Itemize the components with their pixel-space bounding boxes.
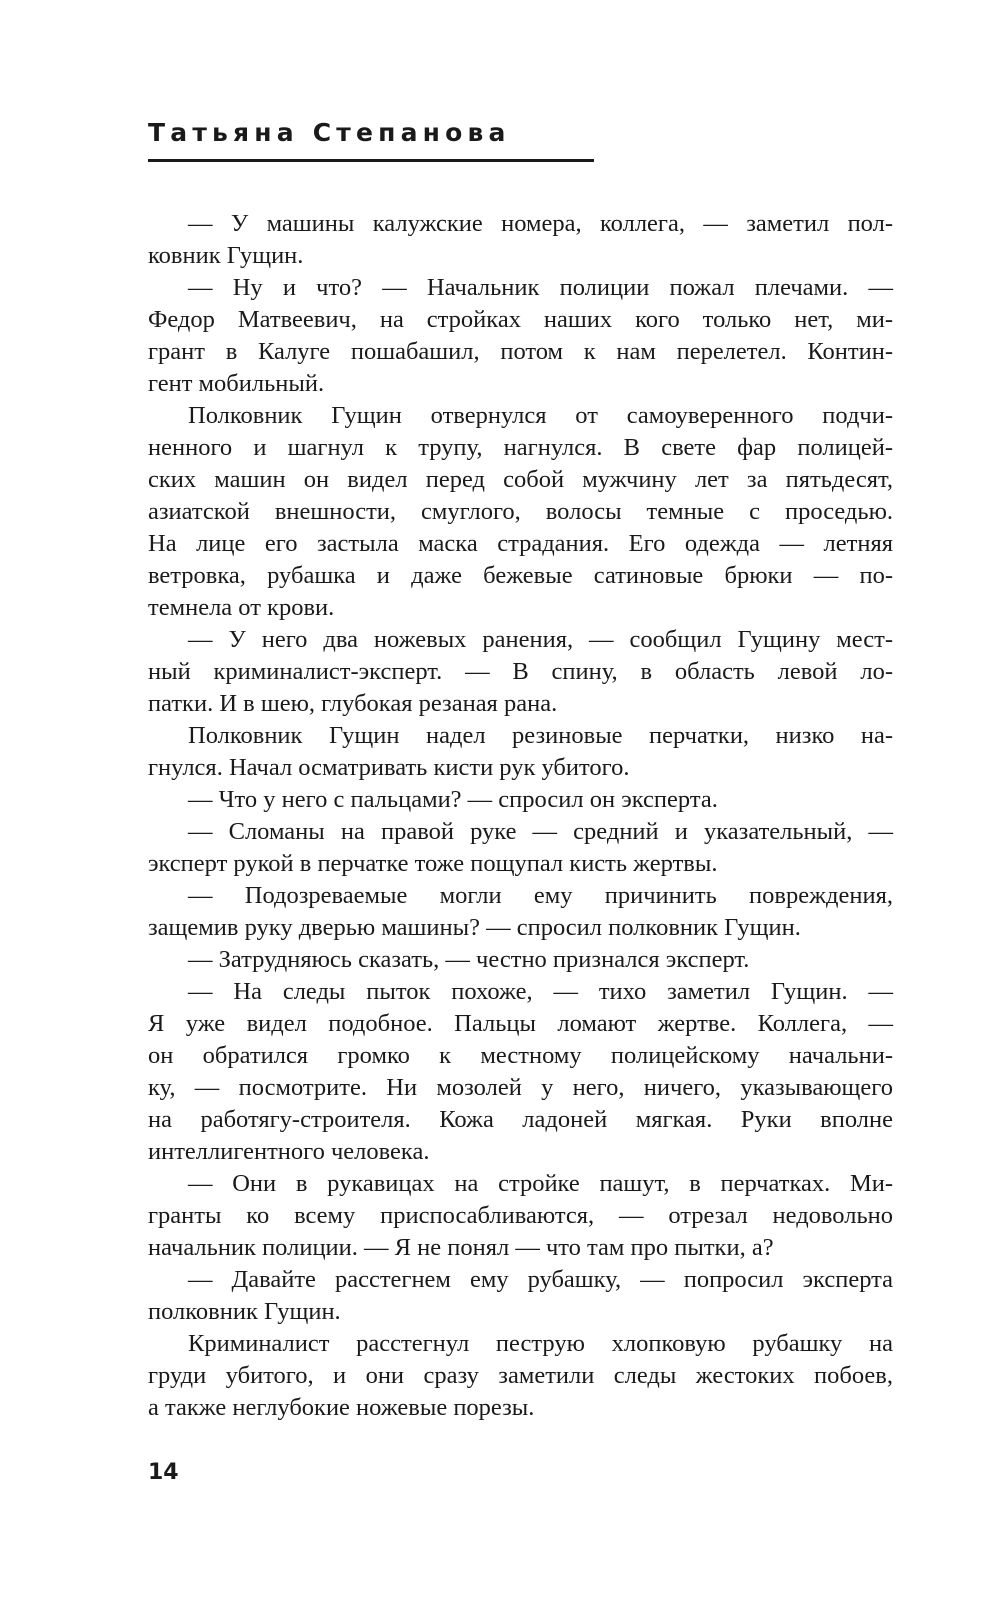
text-line: груди убитого, и они сразу заметили следы жестоких побоев, xyxy=(148,1362,893,1389)
text-line: эксперт рукой в перчатке тоже пощупал кисть жертвы. xyxy=(148,850,718,877)
text-line: — На следы пыток похоже, — тихо заметил Гущин. — xyxy=(188,978,893,1005)
text-line: интеллигентного человека. xyxy=(148,1138,430,1165)
text-line: ный криминалист-эксперт. — В спину, в область левой ло- xyxy=(148,658,893,685)
text-line: патки. И в шею, глубокая резаная рана. xyxy=(148,690,558,717)
text-line: гнулся. Начал осматривать кисти рук убитого. xyxy=(148,754,630,781)
text-line: ветровка, рубашка и даже бежевые сатиновые брюки — по- xyxy=(148,562,893,589)
text-line: — Ну и что? — Начальник полиции пожал плечами. — xyxy=(188,274,893,301)
text-line: азиатской внешности, смуглого, волосы темные с проседью. xyxy=(148,498,893,525)
text-line: Криминалист расстегнул пеструю хлопковую рубашку на xyxy=(188,1330,893,1357)
text-line: он обратился громко к местному полицейскому начальни- xyxy=(148,1042,893,1069)
running-head-author: Татьяна Степанова xyxy=(148,118,511,147)
text-line: ковник Гущин. xyxy=(148,242,304,269)
text-line: темнела от крови. xyxy=(148,594,335,621)
text-line: на работягу-строителя. Кожа ладоней мягкая. Руки вполне xyxy=(148,1106,893,1133)
text-line: — У машины калужские номера, коллега, — заметил пол- xyxy=(188,210,893,237)
text-line: ненного и шагнул к трупу, нагнулся. В свете фар полицей- xyxy=(148,434,893,461)
text-line: — У него два ножевых ранения, — сообщил Гущину мест- xyxy=(188,626,893,653)
text-line: — Они в рукавицах на стройке пашут, в перчатках. Ми- xyxy=(188,1170,893,1197)
text-line: защемив руку дверью машины? — спросил полковник Гущин. xyxy=(148,914,801,941)
text-line: — Сломаны на правой руке — средний и указательный, — xyxy=(188,818,893,845)
text-line: — Подозреваемые могли ему причинить повреждения, xyxy=(188,882,893,909)
page-number: 14 xyxy=(148,1460,179,1485)
text-line: На лице его застыла маска страдания. Его одежда — летняя xyxy=(148,530,893,557)
text-line: Федор Матвеевич, на стройках наших кого только нет, ми- xyxy=(148,306,893,333)
text-line: гент мобильный. xyxy=(148,370,325,397)
text-line: ку, — посмотрите. Ни мозолей у него, ничего, указывающего xyxy=(148,1074,893,1101)
text-line: гранты ко всему приспосабливаются, — отрезал недовольно xyxy=(148,1202,893,1229)
text-line: Полковник Гущин надел резиновые перчатки, низко на- xyxy=(188,722,893,749)
text-line: начальник полиции. — Я не понял — что там про пытки, а? xyxy=(148,1234,774,1261)
text-line: ских машин он видел перед собой мужчину лет за пятьдесят, xyxy=(148,466,893,493)
header-rule xyxy=(148,159,594,162)
text-line: Я уже видел подобное. Пальцы ломают жертве. Коллега, — xyxy=(148,1010,893,1037)
text-line: а также неглубокие ножевые порезы. xyxy=(148,1394,535,1421)
text-line: — Затрудняюсь сказать, — честно признался эксперт. xyxy=(188,946,750,973)
text-line: — Давайте расстегнем ему рубашку, — попросил эксперта xyxy=(188,1266,893,1293)
text-line: грант в Калуге пошабашил, потом к нам перелетел. Контин- xyxy=(148,338,893,365)
body-text xyxy=(148,208,893,1424)
text-line: полковник Гущин. xyxy=(148,1298,341,1325)
text-line: Полковник Гущин отвернулся от самоуверенного подчи- xyxy=(188,402,893,429)
text-line: — Что у него с пальцами? — спросил он эксперта. xyxy=(188,786,718,813)
